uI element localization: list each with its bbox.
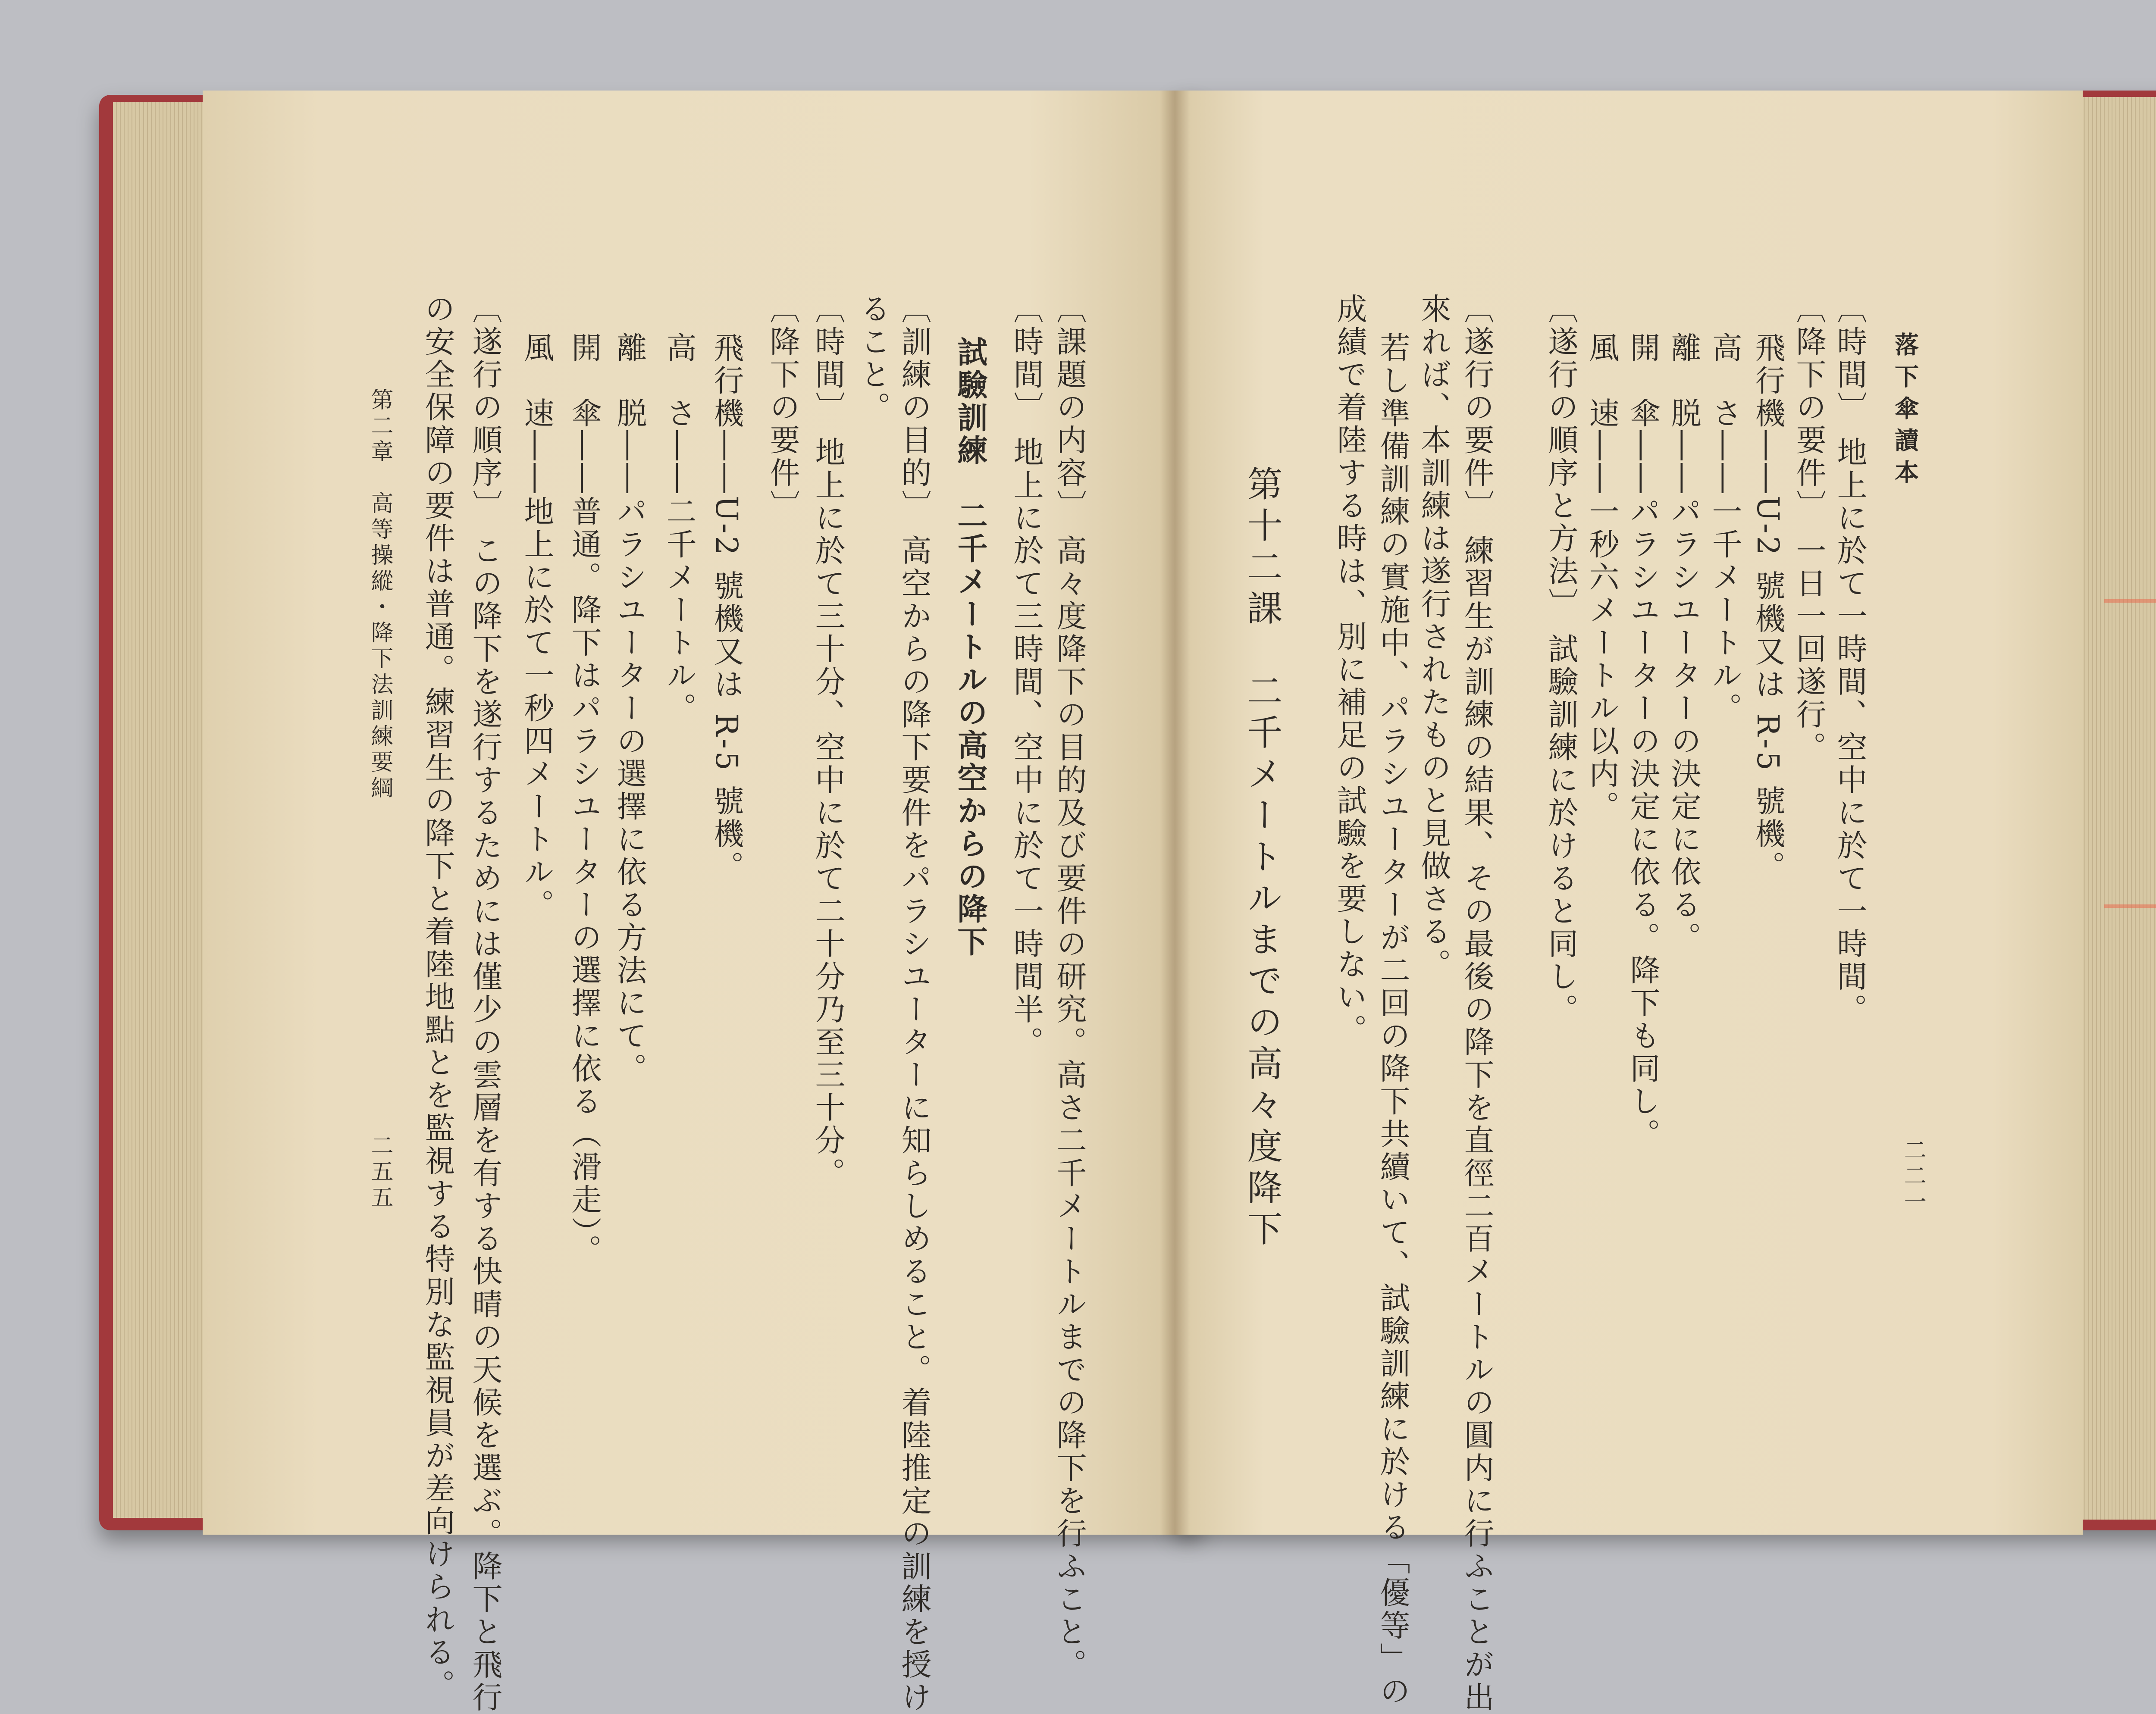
section-heading: 試驗訓練 二千メートルの高空からの降下 [953,336,988,959]
page-number-left: 二五五 [367,1134,393,1211]
text-line: 〔時間〕 地上に於て一時間、空中に於て一時間。 [1832,293,1868,1026]
book-gutter [1160,91,1190,1535]
text-line: ること。 [856,293,891,424]
text-line: 風 速――地上に於て一秒四メートル。 [519,332,555,922]
page-number-right: 二二一 [1900,1138,1926,1216]
text-line: 〔遂行の要件〕 練習生が訓練の結果、その最後の降下を直徑二百メートルの圓内に行ふことが出 [1459,293,1495,1714]
text-line: 飛行機――U-2 號機又は R-5 號機。 [709,332,744,884]
text-line: 高 さ――一千メートル。 [1707,332,1742,725]
page-edges-left [113,102,216,1518]
text-line: の安全保障の要件は普通。練習生の降下と着陸地點とを監視する特別な監視員が差向けられる。 [420,293,455,1702]
lesson-title: 第十二課 二千メートルまでの高々度降下 [1241,466,1282,1252]
text-line: 〔訓練の目的〕 高空からの降下要件をパラシユーターに知らしめること。着陸推定の訓練を授け [896,293,932,1714]
text-line: 〔時間〕 地上に於て三時間、空中に於て一時間半。 [1009,293,1044,1059]
text-line: 〔降下の要件〕 一日一回遂行。 [1791,293,1827,764]
text-line: 飛行機――U-2 號機又は R-5 號機。 [1750,332,1786,884]
running-header: 落下傘讀本 [1891,332,1919,491]
text-line: 風 速――一秒六メートル以内。 [1584,332,1620,823]
text-line: 開 傘――普通。降下はパラシユーターの選擇に依る（滑走）。 [567,332,602,1267]
text-line: 〔遂行の順序〕 この降下を遂行するためには僅少の雲層を有する快晴の天候を選ぶ。降下と飛行 [467,293,503,1714]
text-line: 離 脱――パラシユーターの選擇に依る方法にて。 [612,332,647,1085]
text-line: 〔時間〕 地上に於て三十分、空中に於て二十分乃至三十分。 [810,293,846,1190]
text-line: 離 脱――パラシユーターの決定に依る。 [1666,332,1702,954]
text-line: 〔降下の要件〕 [765,293,800,522]
text-line: 成績で着陸する時は、別に補足の試驗を要しない。 [1332,293,1367,1047]
text-line: 〔課題の内容〕 高々度降下の目的及び要件の研究。高さ二千メートルまでの降下を行ふこと。 [1052,293,1087,1682]
text-line: 開 傘――パラシユーターの決定に依る。降下も同し。 [1625,332,1661,1151]
page-footer: 第二章 高等操縱・降下法訓練要綱 [367,388,393,802]
text-line: 〔遂行の順序と方法〕 試驗訓練に於けると同し。 [1543,293,1579,1026]
text-line: 來れば、本訓練は遂行されたものと見做さる。 [1416,293,1451,981]
red-stamp-mark [2104,599,2156,908]
text-line: 若し準備訓練の實施中、パラシユーターが二回の降下共續いて、試驗訓練に於ける「優等」の [1375,332,1410,1708]
text-line: 高 さ――二千メートル。 [661,332,697,725]
